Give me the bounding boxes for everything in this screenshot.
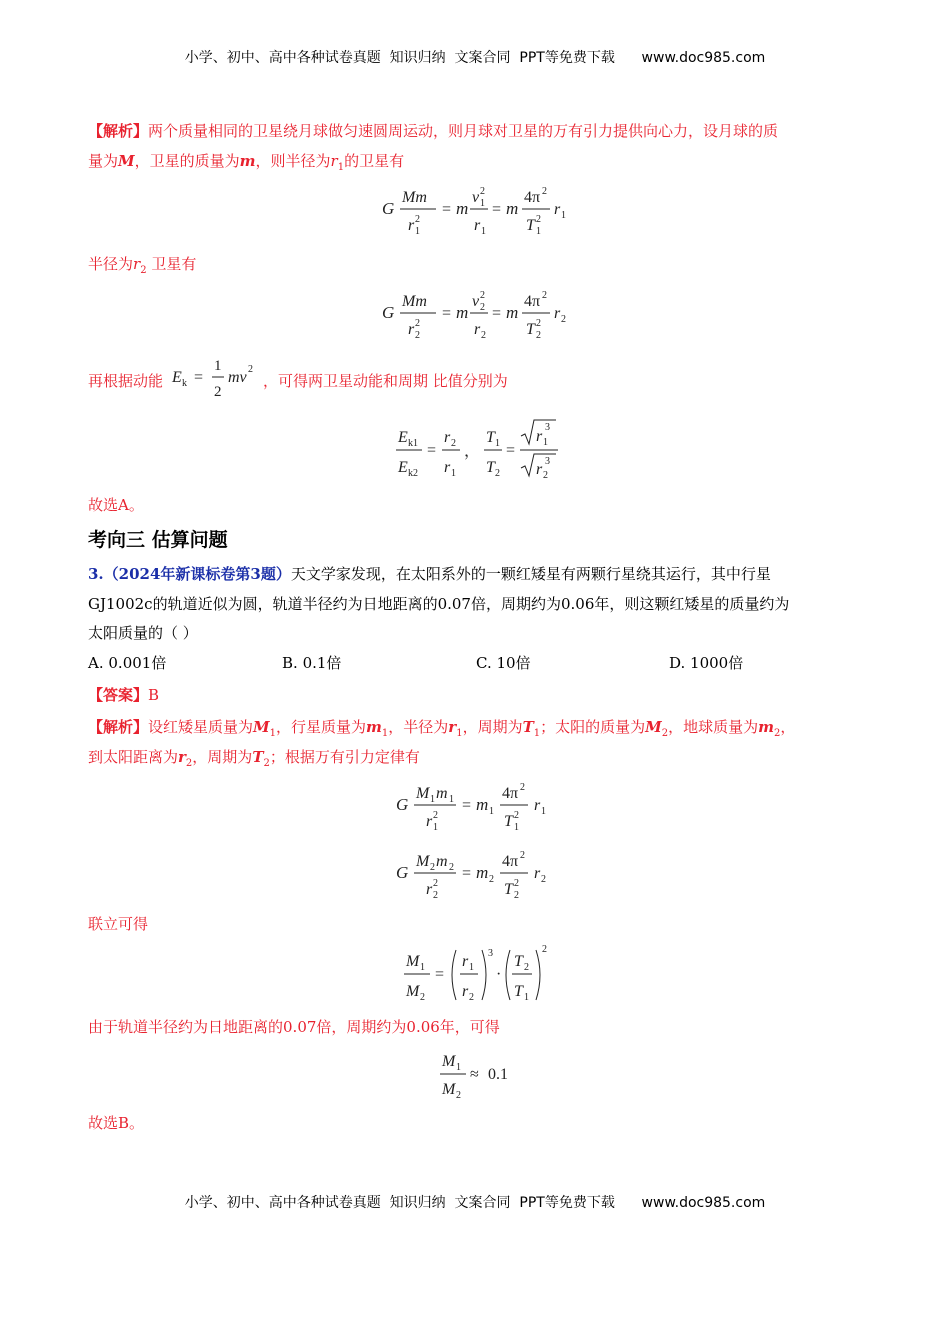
svg-text:M: M bbox=[406, 953, 420, 970]
svg-text:r: r bbox=[474, 217, 481, 234]
svg-text:Mm: Mm bbox=[402, 293, 427, 310]
svg-text:=: = bbox=[492, 305, 502, 322]
svg-text:2: 2 bbox=[430, 862, 435, 873]
svg-text:1: 1 bbox=[214, 358, 222, 374]
svg-text:2: 2 bbox=[481, 330, 486, 341]
text: ，则半径为 bbox=[255, 152, 331, 170]
svg-text:2: 2 bbox=[520, 782, 525, 793]
text: 卫星有 bbox=[151, 255, 197, 273]
svg-text:M: M bbox=[406, 983, 420, 1000]
svg-text:1: 1 bbox=[524, 992, 529, 1003]
formula-gravity-r1 bbox=[380, 180, 580, 240]
header-text: 小学、初中、高中各种试卷真题 知识归纳 文案合同 PPT等免费下载 bbox=[184, 50, 615, 66]
option-d[interactable] bbox=[669, 652, 743, 673]
answer-value: B bbox=[148, 686, 160, 704]
svg-text:m: m bbox=[456, 303, 469, 322]
svg-text:r: r bbox=[444, 429, 451, 446]
svg-text:T: T bbox=[514, 983, 523, 1000]
svg-text:，: ， bbox=[464, 443, 481, 460]
svg-text:r: r bbox=[554, 201, 561, 218]
svg-text:G: G bbox=[382, 303, 395, 322]
svg-text:r: r bbox=[554, 305, 561, 322]
option-text: 1000倍 bbox=[690, 654, 744, 672]
svg-text:2: 2 bbox=[542, 186, 547, 197]
svg-text:=: = bbox=[427, 442, 437, 459]
var-m: m bbox=[239, 152, 256, 170]
svg-text:r: r bbox=[408, 321, 415, 338]
svg-text:=: = bbox=[462, 865, 472, 882]
analysis-text: 两个质量相同的卫星绕月球做匀速圆周运动，则月球对卫星的万有引力提供向心力，设月球的质 bbox=[148, 122, 779, 140]
footer-text: 小学、初中、高中各种试卷真题 知识归纳 文案合同 PPT等免费下载 bbox=[184, 1195, 615, 1211]
svg-text:2: 2 bbox=[514, 878, 519, 889]
svg-text:2: 2 bbox=[514, 890, 519, 901]
svg-text:k1: k1 bbox=[408, 438, 418, 449]
svg-text:2: 2 bbox=[451, 438, 456, 449]
svg-text:1: 1 bbox=[415, 226, 420, 237]
svg-text:2: 2 bbox=[542, 944, 547, 955]
svg-text:4π: 4π bbox=[502, 853, 519, 870]
option-c[interactable] bbox=[476, 652, 531, 673]
svg-text:=: = bbox=[492, 201, 502, 218]
svg-text:m: m bbox=[436, 785, 448, 802]
option-text: 0.001倍 bbox=[108, 654, 167, 672]
option-text: 0.1倍 bbox=[302, 654, 342, 672]
formula-gravity-r2 bbox=[380, 284, 580, 344]
svg-text:2: 2 bbox=[480, 302, 485, 313]
svg-text:m: m bbox=[506, 199, 519, 218]
svg-text:r: r bbox=[426, 881, 433, 898]
svg-text:2: 2 bbox=[433, 878, 438, 889]
svg-text:r: r bbox=[534, 797, 541, 814]
combine-line: 联立可得 bbox=[88, 915, 149, 933]
svg-text:mv: mv bbox=[228, 369, 247, 386]
svg-text:3: 3 bbox=[545, 456, 550, 467]
svg-text:4π: 4π bbox=[502, 785, 519, 802]
svg-text:r: r bbox=[536, 428, 543, 445]
text: ，可得两卫星动能和周期 比值分别为 bbox=[263, 372, 508, 390]
question-3-stem-3: 太阳质量的（ ） bbox=[88, 624, 198, 642]
formula-mass-ratio bbox=[402, 940, 562, 1006]
question-3-stem bbox=[88, 563, 771, 585]
svg-text:M: M bbox=[442, 1081, 456, 1098]
svg-text:2: 2 bbox=[536, 318, 541, 329]
svg-text:E: E bbox=[172, 369, 182, 386]
svg-text:T: T bbox=[486, 459, 495, 476]
svg-text:M: M bbox=[416, 853, 430, 870]
var-r1: r bbox=[330, 152, 338, 170]
svg-text:r: r bbox=[462, 983, 469, 1000]
svg-text:4π: 4π bbox=[524, 189, 541, 206]
formula-ratios bbox=[394, 414, 564, 484]
question-3-stem-2: GJ1002c的轨道近似为圆，轨道半径约为日地距离的0.07倍，周期约为0.06年，则这颗红矮星的质量约为 bbox=[88, 595, 790, 613]
svg-text:1: 1 bbox=[561, 210, 566, 221]
svg-text:1: 1 bbox=[430, 794, 435, 805]
stem-text: 天文学家发现，在太阳系外的一颗红矮星有两颗行星绕其运行，其中行星 bbox=[290, 565, 771, 583]
svg-text:r: r bbox=[534, 865, 541, 882]
svg-text:1: 1 bbox=[495, 438, 500, 449]
svg-text:r: r bbox=[444, 459, 451, 476]
svg-text:=: = bbox=[506, 442, 516, 459]
svg-text:m: m bbox=[456, 199, 469, 218]
page-header bbox=[0, 47, 950, 67]
svg-text:=: = bbox=[435, 966, 445, 983]
svg-text:2: 2 bbox=[415, 214, 420, 225]
svg-text:2: 2 bbox=[514, 810, 519, 821]
option-label: B. bbox=[282, 654, 298, 672]
svg-text:1: 1 bbox=[481, 226, 486, 237]
subscript: 1 bbox=[337, 162, 345, 173]
svg-text:2: 2 bbox=[480, 186, 485, 197]
svg-text:1: 1 bbox=[449, 794, 454, 805]
formula-kinetic-energy bbox=[170, 352, 270, 404]
formula-planet bbox=[394, 776, 564, 836]
text: 量为 bbox=[88, 152, 119, 170]
text: 再根据动能 bbox=[88, 372, 164, 390]
svg-text:G: G bbox=[382, 199, 395, 218]
formula-earth bbox=[394, 844, 564, 904]
svg-text:1: 1 bbox=[433, 822, 438, 833]
svg-text:·: · bbox=[496, 966, 502, 983]
svg-text:=: = bbox=[442, 201, 452, 218]
svg-text:m: m bbox=[476, 795, 489, 814]
svg-text:4π: 4π bbox=[524, 293, 541, 310]
footer-site-link[interactable]: www.doc985.com bbox=[641, 1195, 766, 1211]
svg-text:E: E bbox=[398, 459, 408, 476]
option-b[interactable] bbox=[282, 652, 341, 673]
svg-text:r: r bbox=[408, 217, 415, 234]
svg-text:r: r bbox=[426, 813, 433, 830]
option-label: D. bbox=[669, 654, 686, 672]
svg-text:2: 2 bbox=[480, 290, 485, 301]
svg-text:T: T bbox=[504, 813, 513, 830]
question-source: （2024年新课标卷第3题） bbox=[103, 565, 291, 583]
svg-text:2: 2 bbox=[541, 874, 546, 885]
svg-text:1: 1 bbox=[541, 806, 546, 817]
option-a[interactable] bbox=[88, 652, 166, 673]
svg-text:G: G bbox=[396, 795, 409, 814]
svg-text:T: T bbox=[504, 881, 513, 898]
svg-text:2: 2 bbox=[449, 862, 454, 873]
analysis-ek-line bbox=[88, 370, 508, 392]
svg-text:1: 1 bbox=[451, 468, 456, 479]
svg-text:2: 2 bbox=[520, 850, 525, 861]
svg-text:2: 2 bbox=[248, 364, 253, 375]
svg-text:3: 3 bbox=[545, 422, 550, 433]
svg-text:T: T bbox=[514, 953, 523, 970]
header-site-link[interactable]: www.doc985.com bbox=[641, 50, 766, 66]
svg-text:=: = bbox=[194, 369, 204, 386]
page-footer bbox=[0, 1192, 950, 1212]
svg-text:v: v bbox=[472, 189, 480, 206]
svg-text:2: 2 bbox=[561, 314, 566, 325]
svg-text:2: 2 bbox=[469, 992, 474, 1003]
analysis-2-line-2: 到太阳距离为$r_2$，周期为$T_2$；根据万有引力定律有 bbox=[88, 748, 420, 769]
svg-text:k2: k2 bbox=[408, 468, 418, 479]
svg-text:1: 1 bbox=[536, 226, 541, 237]
analysis-tag: 【解析】 bbox=[88, 122, 149, 140]
text: 的卫星有 bbox=[344, 152, 405, 170]
question-number: 3. bbox=[88, 565, 104, 583]
var-M: M bbox=[118, 152, 135, 170]
svg-text:2: 2 bbox=[415, 330, 420, 341]
text: ，卫星的质量为 bbox=[134, 152, 240, 170]
svg-text:E: E bbox=[398, 429, 408, 446]
analysis2-choose: 故选B。 bbox=[88, 1114, 145, 1132]
formula-result bbox=[438, 1044, 528, 1102]
svg-text:=: = bbox=[462, 797, 472, 814]
svg-text:G: G bbox=[396, 863, 409, 882]
svg-text:1: 1 bbox=[456, 1062, 461, 1073]
svg-text:3: 3 bbox=[488, 948, 493, 959]
svg-text:2: 2 bbox=[495, 468, 500, 479]
svg-text:M: M bbox=[416, 785, 430, 802]
analysis-r2-line: 半径为$r_2$ 卫星有 bbox=[88, 255, 197, 276]
svg-text:m: m bbox=[436, 853, 448, 870]
svg-text:2: 2 bbox=[542, 290, 547, 301]
option-label: A. bbox=[88, 654, 104, 672]
svg-text:2: 2 bbox=[489, 874, 494, 885]
analysis-2-line-1: 【解析】设红矮星质量为$M_1$，行星质量为$m_1$，半径为$r_1$，周期为$T_1$；太阳的质量为$M_2$，地球质量为$m_2$， bbox=[88, 718, 796, 739]
svg-text:1: 1 bbox=[420, 962, 425, 973]
svg-text:1: 1 bbox=[469, 962, 474, 973]
svg-text:0.1: 0.1 bbox=[488, 1066, 508, 1083]
svg-text:m: m bbox=[506, 303, 519, 322]
analysis1-choose: 故选A。 bbox=[88, 496, 144, 514]
svg-text:v: v bbox=[472, 293, 480, 310]
svg-text:≈: ≈ bbox=[470, 1066, 479, 1083]
svg-text:r: r bbox=[474, 321, 481, 338]
svg-text:1: 1 bbox=[514, 822, 519, 833]
svg-text:m: m bbox=[476, 863, 489, 882]
svg-text:2: 2 bbox=[536, 214, 541, 225]
given-line: 由于轨道半径约为日地距离的0.07倍，周期约为0.06年，可得 bbox=[88, 1018, 500, 1036]
svg-text:2: 2 bbox=[456, 1090, 461, 1101]
svg-text:k: k bbox=[182, 378, 187, 389]
analysis-tag: 【解析】 bbox=[88, 718, 149, 736]
svg-text:M: M bbox=[442, 1053, 456, 1070]
svg-text:2: 2 bbox=[543, 470, 548, 481]
svg-text:T: T bbox=[486, 429, 495, 446]
svg-text:=: = bbox=[442, 305, 452, 322]
svg-text:2: 2 bbox=[536, 330, 541, 341]
svg-text:2: 2 bbox=[214, 384, 222, 400]
section-title: 考向三 估算问题 bbox=[88, 529, 228, 551]
analysis-paragraph-1 bbox=[88, 120, 778, 142]
svg-text:2: 2 bbox=[415, 318, 420, 329]
svg-text:1: 1 bbox=[543, 437, 548, 448]
svg-text:T: T bbox=[526, 217, 535, 234]
svg-text:r: r bbox=[536, 461, 543, 478]
option-label: C. bbox=[476, 654, 492, 672]
svg-text:2: 2 bbox=[433, 810, 438, 821]
answer-tag: 【答案】 bbox=[88, 686, 149, 704]
svg-text:2: 2 bbox=[420, 992, 425, 1003]
text: 半径为 bbox=[88, 255, 134, 273]
svg-text:1: 1 bbox=[480, 198, 485, 209]
svg-text:2: 2 bbox=[524, 962, 529, 973]
option-text: 10倍 bbox=[496, 654, 531, 672]
answer-line bbox=[88, 684, 159, 706]
analysis-paragraph-1b bbox=[88, 150, 404, 179]
svg-text:r: r bbox=[462, 953, 469, 970]
svg-text:Mm: Mm bbox=[402, 189, 427, 206]
svg-text:T: T bbox=[526, 321, 535, 338]
svg-text:1: 1 bbox=[489, 806, 494, 817]
svg-text:2: 2 bbox=[433, 890, 438, 901]
